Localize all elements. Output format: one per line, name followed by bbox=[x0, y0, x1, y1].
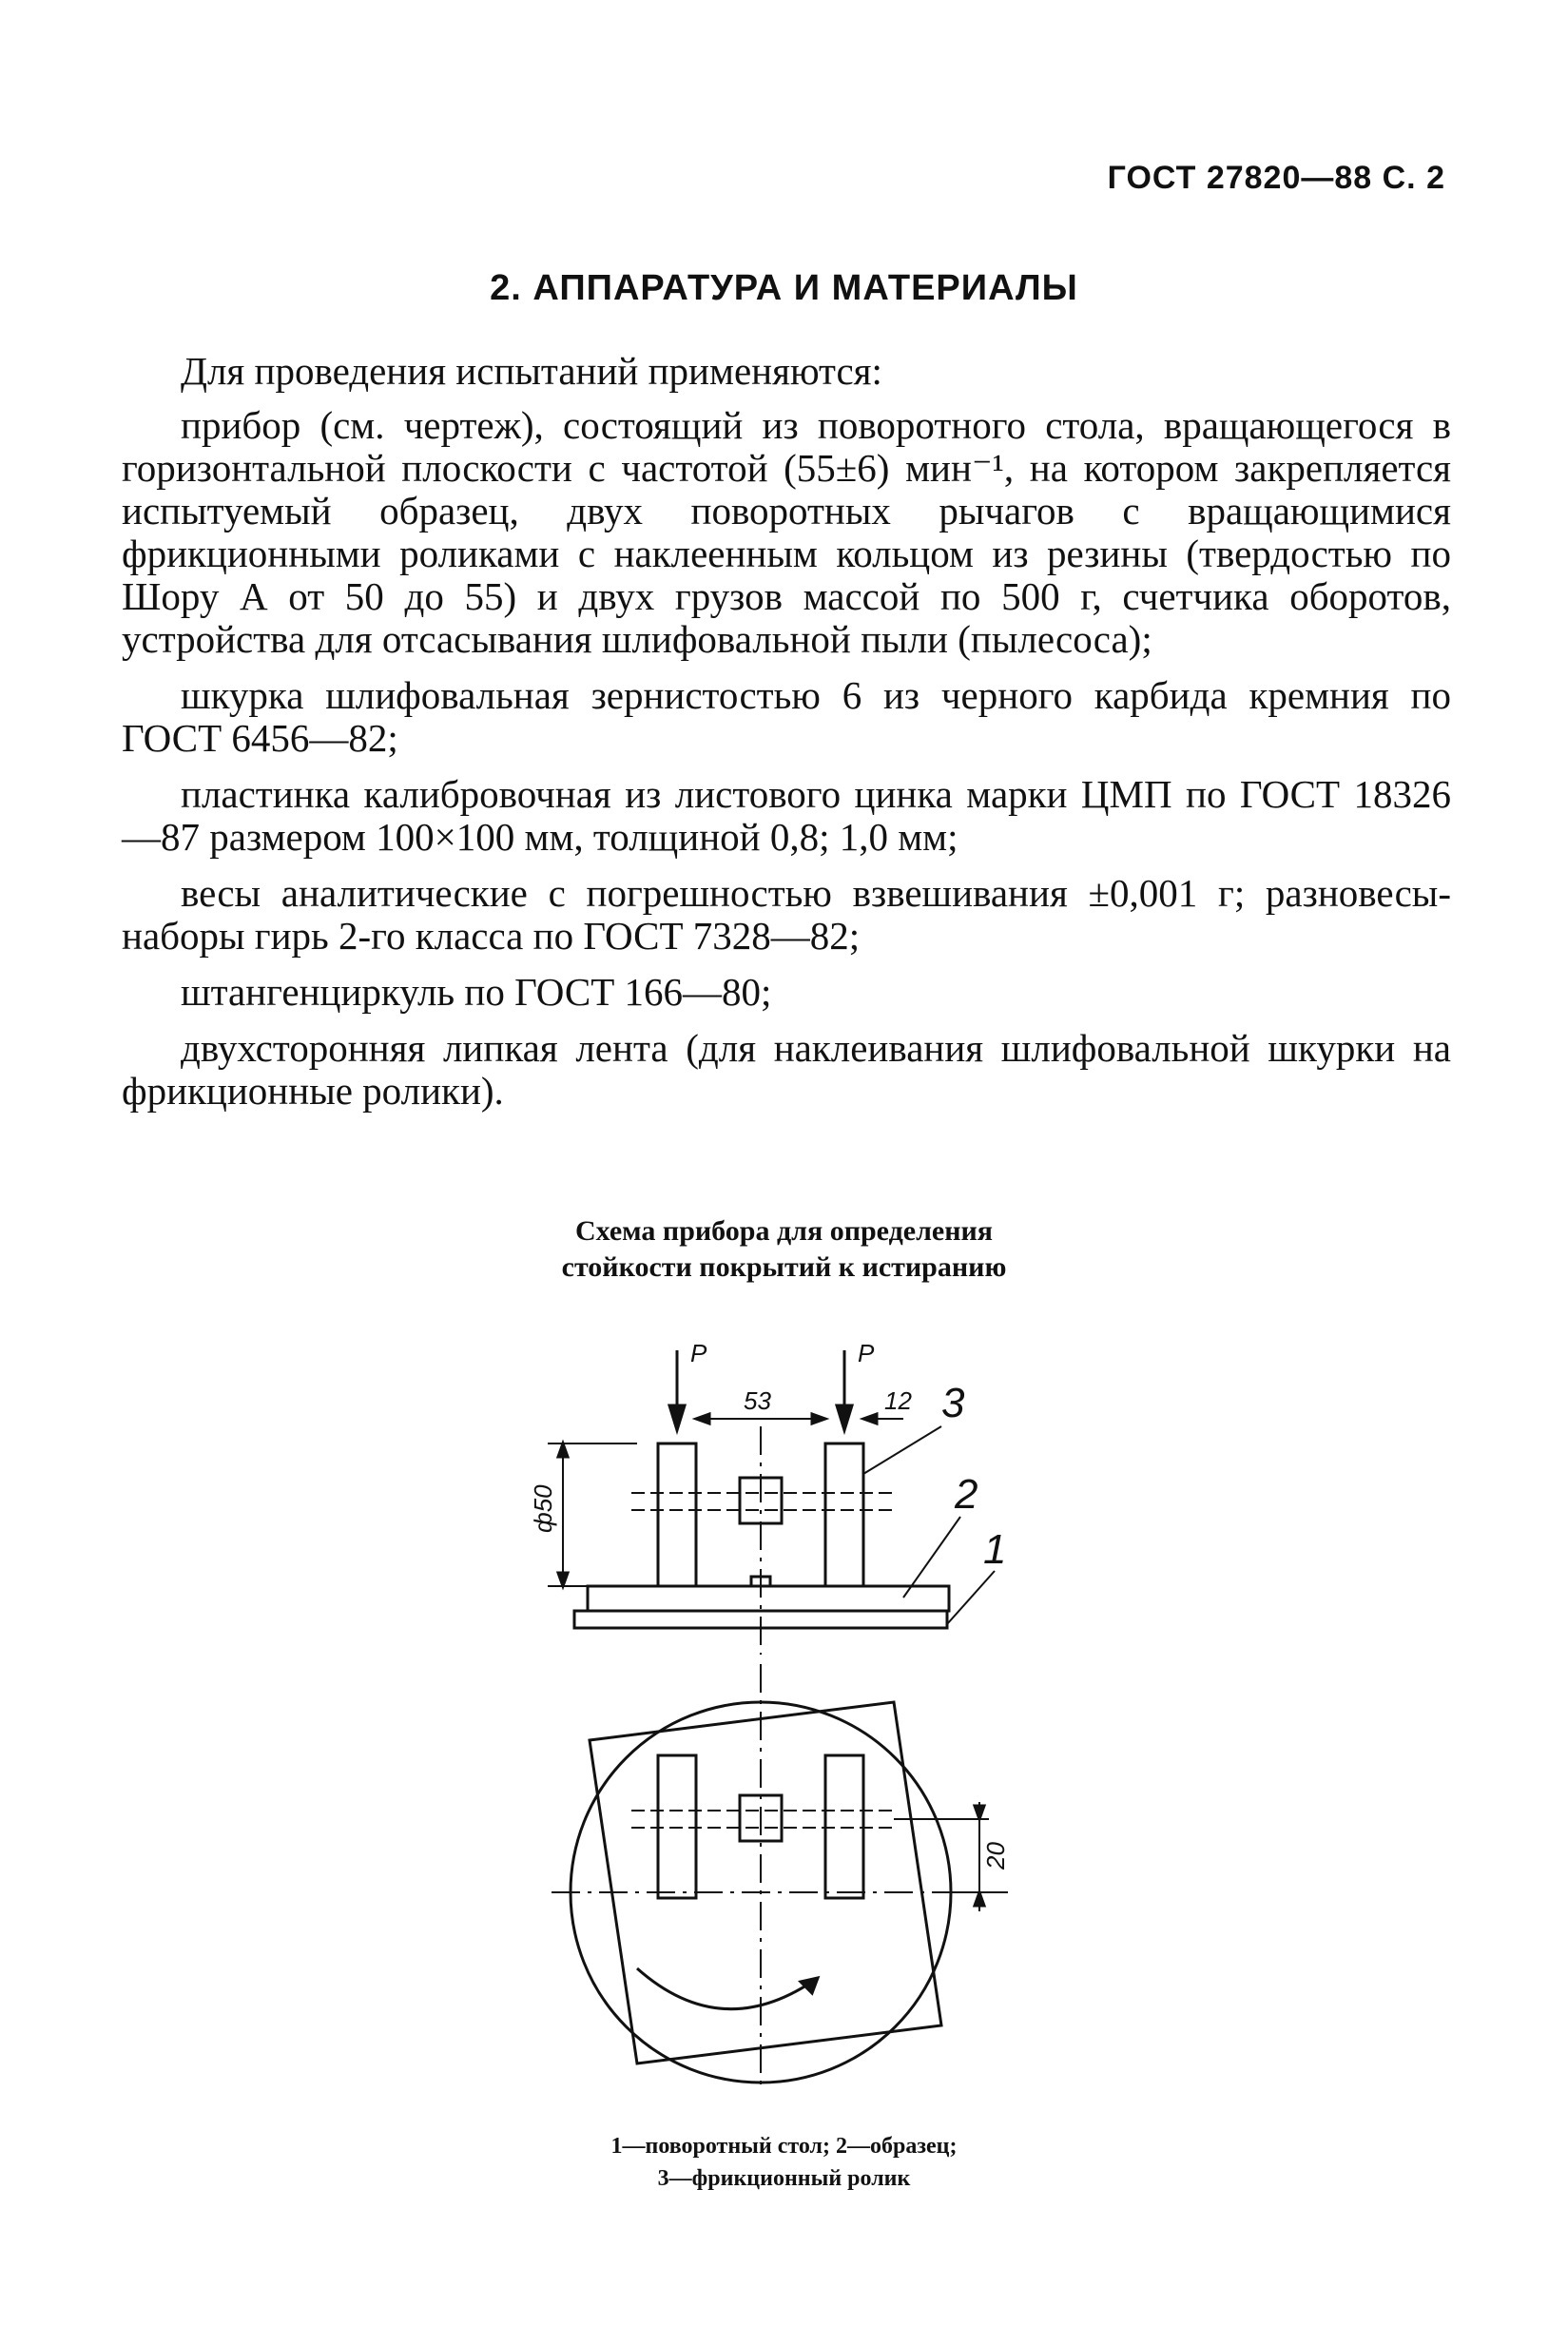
figure-title-line-2: стойкости покрытий к истиранию bbox=[561, 1251, 1007, 1283]
paragraph-scales: весы аналитические с погрешностью взвешивания ±0,001 г; разновесы-наборы гирь 2-го класса по ГОСТ 7328—82; bbox=[122, 871, 1451, 958]
label-dim-12: 12 bbox=[884, 1386, 912, 1415]
figure-caption bbox=[0, 2130, 1568, 2195]
paragraph-device: прибор (см. чертеж), состоящий из поворотного стола, вращающегося в горизонтальной плоскости с частотой (55±6) мин⁻¹, на котором закрепляется испытуемый образец, двух поворотных рычагов с вращающимися фрикционными роликами с наклеенным кольцом из резины (твердостью по Шору А от 50 до 55) и двух грузов массой по 500 г, счетчика оборотов, устройства для отсасывания шлифовальной пыли (пылесоса); bbox=[122, 403, 1451, 661]
roller-right-side bbox=[825, 1443, 863, 1586]
paragraph-intro: Для проведения испытаний применяются: bbox=[181, 349, 882, 393]
specimen-side bbox=[588, 1586, 949, 1611]
page-header: ГОСТ 27820—88 С. 2 bbox=[1107, 160, 1445, 196]
figure-title bbox=[0, 1213, 1568, 1286]
leader-1 bbox=[947, 1571, 995, 1624]
label-dim-20: 20 bbox=[981, 1842, 1010, 1870]
rotation-arrow bbox=[637, 1968, 818, 2009]
roller-left-side bbox=[658, 1443, 696, 1586]
leader-3 bbox=[863, 1426, 941, 1474]
paragraph-tape: двухсторонняя липкая лента (для наклеивания шлифовальной шкурки на фрикционные ролики). bbox=[122, 1026, 1451, 1113]
figure-caption-line-2: 3—фрикционный ролик bbox=[657, 2166, 911, 2191]
figure-title-line-1: Схема прибора для определения bbox=[574, 1215, 994, 1247]
label-part-3: 3 bbox=[941, 1380, 965, 1426]
figure-caption-line-1: 1—поворотный стол; 2—образец; bbox=[610, 2134, 958, 2159]
force-arrowhead-right bbox=[837, 1405, 852, 1430]
label-dim-d50: ф50 bbox=[529, 1484, 557, 1533]
force-arrowhead-left bbox=[669, 1405, 685, 1430]
paragraph-sandpaper: шкурка шлифовальная зернистостью 6 из черного карбида кремния по ГОСТ 6456—82; bbox=[122, 673, 1451, 760]
label-dim-53: 53 bbox=[744, 1386, 771, 1415]
label-force-right: P bbox=[858, 1339, 875, 1367]
label-force-left: P bbox=[690, 1339, 707, 1367]
body-text bbox=[122, 350, 1451, 1126]
section-title: 2. АППАРАТУРА И МАТЕРИАЛЫ bbox=[490, 268, 1078, 308]
label-part-2: 2 bbox=[955, 1471, 978, 1518]
specimen-top bbox=[590, 1702, 941, 2063]
paragraph-caliper: штангенциркуль по ГОСТ 166—80; bbox=[181, 970, 772, 1014]
label-part-1: 1 bbox=[983, 1526, 1007, 1573]
apparatus-diagram bbox=[494, 1322, 1027, 2102]
paragraph-calibration-plate: пластинка калибровочная из листового цинка марки ЦМП по ГОСТ 18326—87 размером 100×100 мм, толщиной 0,8; 1,0 мм; bbox=[122, 772, 1451, 859]
